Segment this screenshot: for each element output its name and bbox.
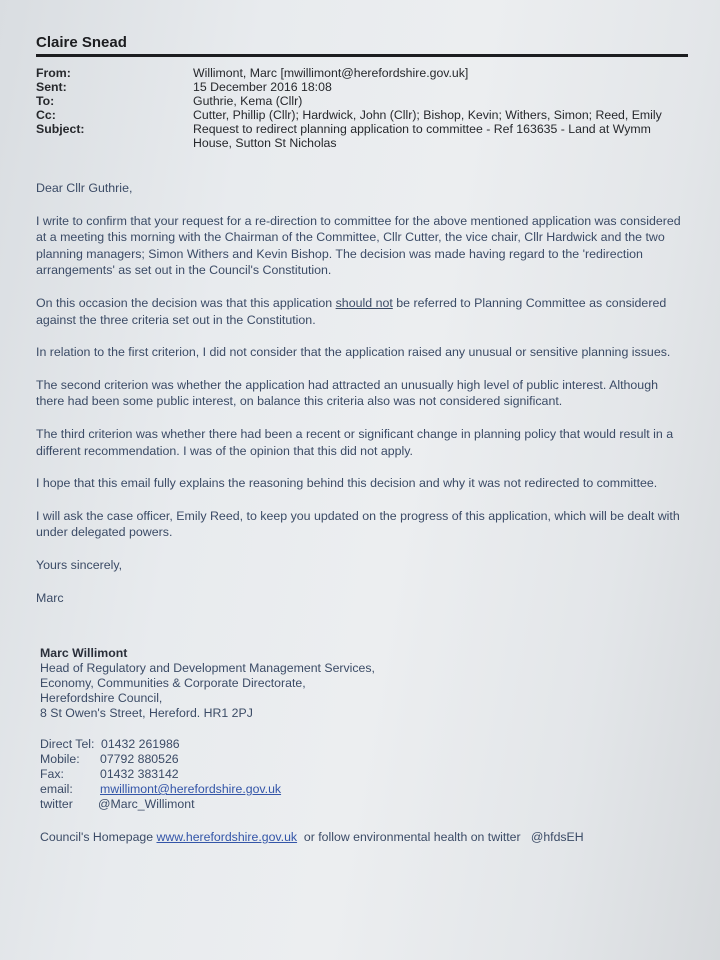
paragraph-7: I will ask the case officer, Emily Reed, to keep you updated on the progress of this application, which will be dealt with under delegated powers. xyxy=(36,508,680,540)
sent-row xyxy=(36,80,696,94)
paragraph-2 xyxy=(36,295,684,328)
mobile-row xyxy=(40,752,680,767)
twitter-row xyxy=(40,797,680,812)
twitter-note: or follow environmental health on twitter @hfdsEH xyxy=(297,830,584,844)
paragraph-4: The second criterion was whether the application had attracted an unusually high level of public interest. Although there had been some public interest, on balance this criteria also was not considered significant. xyxy=(36,377,658,409)
subject-value xyxy=(193,122,696,150)
subject-line-2: House, Sutton St Nicholas xyxy=(193,136,337,150)
from-value: Willimont, Marc [mwillimont@herefordshire.gov.uk] xyxy=(193,66,469,80)
homepage-link[interactable]: www.herefordshire.gov.uk xyxy=(156,830,298,844)
mailbox-owner-name: Claire Snead xyxy=(36,34,127,51)
email-header xyxy=(36,66,696,150)
signature-name: Marc Willimont xyxy=(40,646,128,660)
homepage-text: Council's Homepage xyxy=(40,830,157,844)
signature-directorate: Economy, Communities & Corporate Directorate, xyxy=(40,676,306,690)
fax-value: 01432 383142 xyxy=(100,767,179,781)
from-row xyxy=(36,66,696,80)
paragraph-5: The third criterion was whether there had been a recent or significant change in planning policy that would result in a different recommendation. I was of the opinion that this did not apply. xyxy=(36,426,674,458)
email-link[interactable]: mwillimont@herefordshire.gov.uk xyxy=(100,782,282,796)
cc-value: Cutter, Phillip (Cllr); Hardwick, John (Cllr); Bishop, Kevin; Withers, Simon; Reed, Emily xyxy=(193,108,662,122)
paragraph-6: I hope that this email fully explains the reasoning behind this decision and why it was not redirected to committee. xyxy=(36,476,658,491)
subject-row xyxy=(36,122,696,150)
direct-tel-label: Direct Tel: xyxy=(40,737,95,751)
paragraph-2-underlined: should not xyxy=(335,295,393,310)
signoff: Marc xyxy=(36,590,64,605)
paragraph-2-end: be referred to Planning Committee as considered against the three criteria set out in the Constitution. xyxy=(36,295,667,327)
fax-label: Fax: xyxy=(40,767,64,781)
sent-label: Sent: xyxy=(36,80,67,94)
to-value: Guthrie, Kema (Cllr) xyxy=(193,94,303,108)
cc-row xyxy=(36,108,696,122)
email-row xyxy=(40,782,680,797)
signature-title: Head of Regulatory and Development Management Services, xyxy=(40,661,375,675)
homepage-line xyxy=(40,830,680,845)
subject-label: Subject: xyxy=(36,122,85,136)
header-divider xyxy=(36,54,688,57)
direct-tel-row xyxy=(40,737,680,752)
subject-line-1: Request to redirect planning application to committee - Ref 163635 - Land at Wymm xyxy=(193,122,651,136)
from-label: From: xyxy=(36,66,71,80)
paragraph-2-start: On this occasion the decision was that this application xyxy=(36,295,336,310)
email-label: email: xyxy=(40,782,73,796)
paragraph-3: In relation to the first criterion, I did not consider that the application raised any unusual or sensitive planning issues. xyxy=(36,345,671,360)
email-body xyxy=(36,180,684,622)
cc-label: Cc: xyxy=(36,108,56,122)
direct-tel-value: 01432 261986 xyxy=(101,737,180,751)
signature-block xyxy=(40,646,680,845)
contact-details xyxy=(40,737,680,812)
signature-address: 8 St Owen's Street, Hereford. HR1 2PJ xyxy=(40,706,253,720)
twitter-label: twitter xyxy=(40,797,73,811)
twitter-handle: @Marc_Willimont xyxy=(98,797,195,811)
closing: Yours sincerely, xyxy=(36,557,123,572)
greeting: Dear Cllr Guthrie, xyxy=(36,181,133,195)
mobile-label: Mobile: xyxy=(40,752,80,766)
signature-council: Herefordshire Council, xyxy=(40,691,163,705)
fax-row xyxy=(40,767,680,782)
sent-value: 15 December 2016 18:08 xyxy=(193,80,332,94)
mobile-value: 07792 880526 xyxy=(100,752,179,766)
paragraph-1: I write to confirm that your request for a re-direction to committee for the above mentioned application was considered at a meeting this morning with the Chairman of the Committee, Cllr Cutter, the vice chair, Cllr Hardwick and the two planning managers; Simon Withers and Kevin Bishop. The decision was made having regard to the 'redirection arrangements' as set out in the Council's Constitution. xyxy=(36,213,681,278)
to-label: To: xyxy=(36,94,55,108)
to-row xyxy=(36,94,696,108)
